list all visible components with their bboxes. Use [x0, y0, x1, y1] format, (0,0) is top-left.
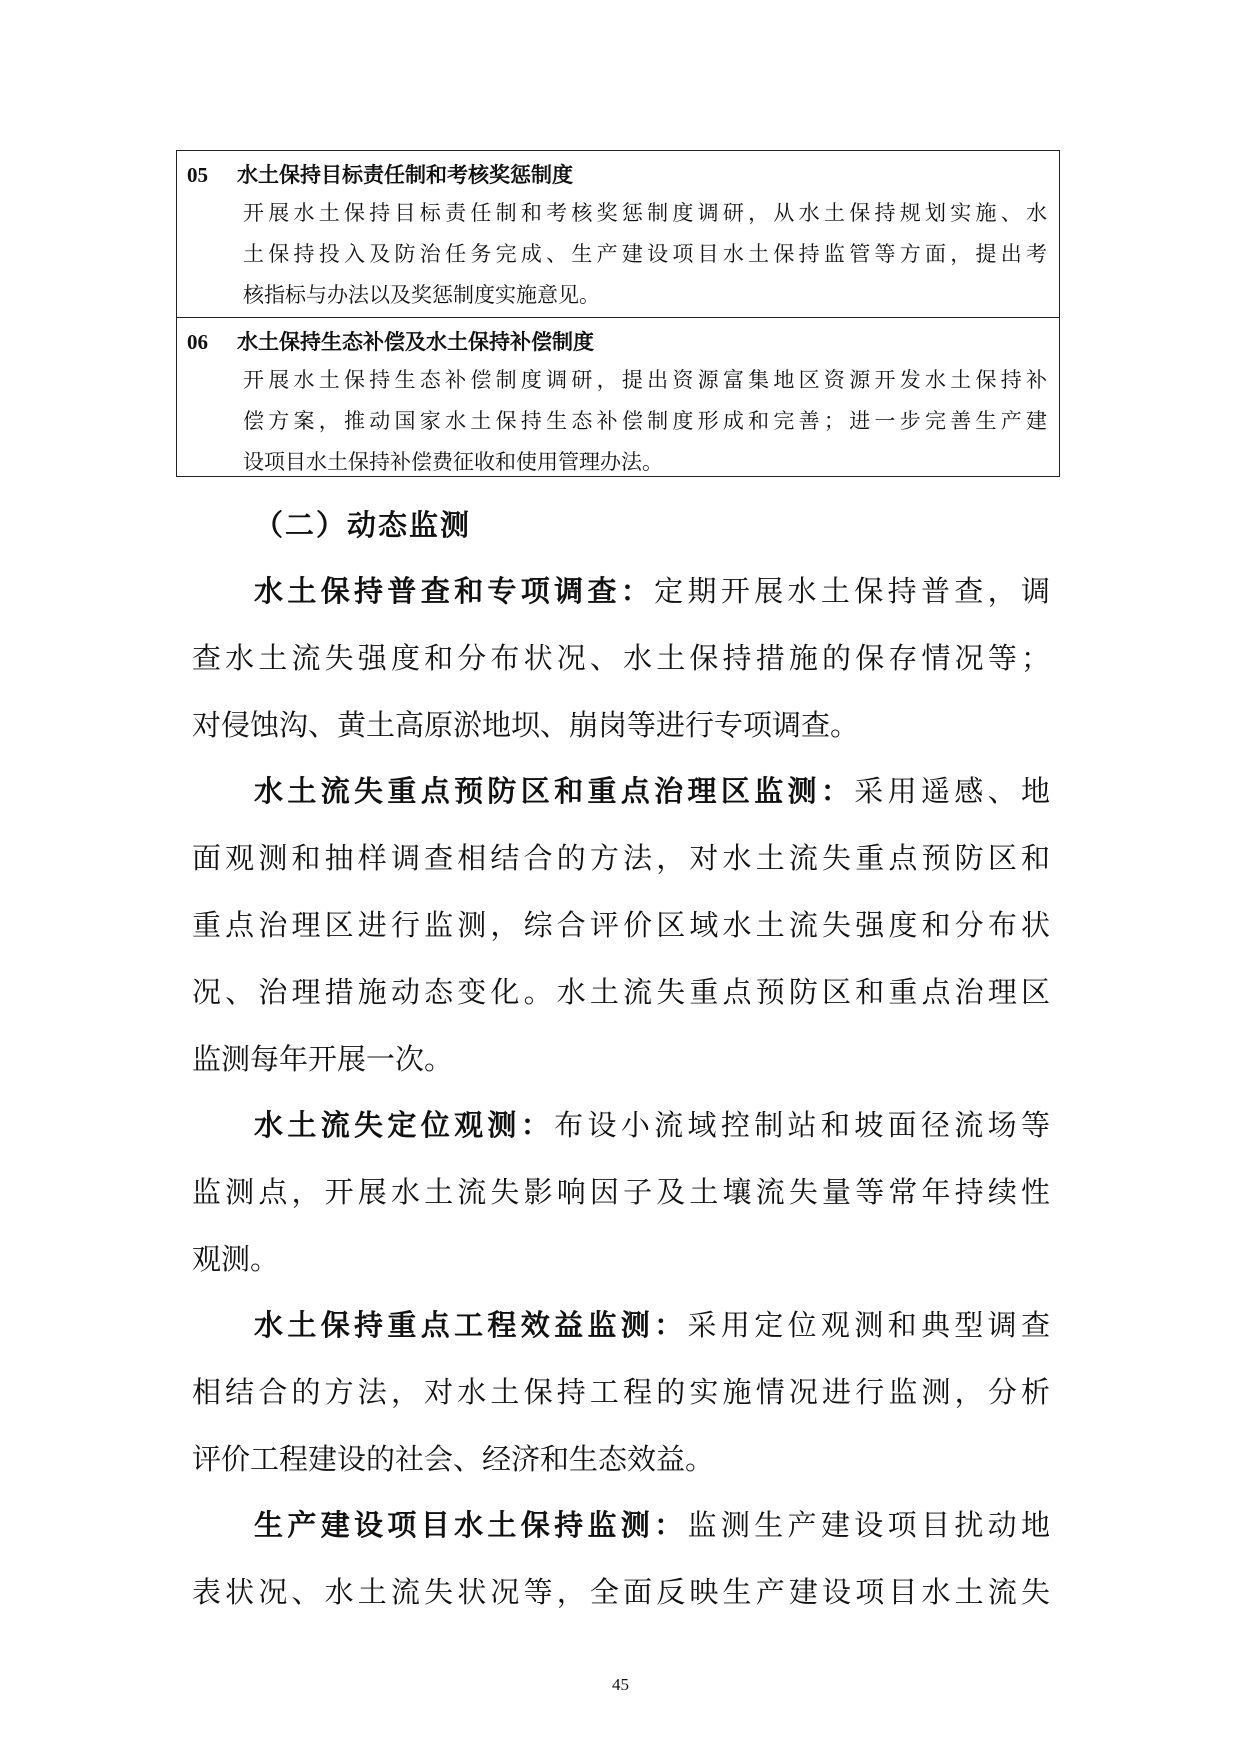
paragraph-line: 重点治理区进行监测，综合评价区域水土流失强度和分布状 — [192, 908, 1050, 942]
paragraph-line: 况、治理措施动态变化。水土流失重点预防区和重点治理区 — [192, 975, 1050, 1009]
paragraph-line: 面观测和抽样调查相结合的方法，对水土流失重点预防区和 — [192, 841, 1050, 875]
paragraph-lead: 生产建设项目水土保持监测： — [254, 1508, 688, 1542]
paragraph-line: 观测。 — [192, 1242, 280, 1276]
page-number: 45 — [612, 1675, 629, 1694]
paragraph-fixed-observation — [192, 1092, 1050, 1293]
paragraph-line: 评价工程建设的社会、经济和生态效益。 — [192, 1442, 715, 1476]
paragraph-text: 采用遥感、地 — [854, 774, 1050, 808]
row-description — [243, 193, 1047, 316]
paragraph-lead: 水土流失重点预防区和重点治理区监测： — [254, 774, 855, 808]
paragraph-first-line — [192, 558, 1050, 625]
row-title: 水土保持目标责任制和考核奖惩制度 — [237, 162, 573, 187]
row-number: 05 — [187, 163, 208, 187]
paragraph-lead: 水土保持普查和专项调查： — [254, 574, 655, 608]
paragraph-line: 监测每年开展一次。 — [192, 1042, 454, 1076]
paragraph-first-line — [192, 1292, 1050, 1359]
description-line: 开展水土保持目标责任制和考核奖惩制度调研，从水土保持规划实施、水 — [243, 201, 1047, 225]
paragraph-line: 相结合的方法，对水土保持工程的实施情况进行监测，分析 — [192, 1375, 1050, 1409]
paragraph-first-line — [192, 1492, 1050, 1559]
row-title: 水土保持生态补偿及水土保持补偿制度 — [237, 329, 594, 354]
section-heading: （二）动态监测 — [254, 508, 472, 542]
paragraph-text: 布设小流域控制站和坡面径流场等 — [554, 1108, 1050, 1142]
description-line: 偿方案，推动国家水土保持生态补偿制度形成和完善；进一步完善生产建 — [243, 409, 1047, 433]
paragraph-text: 采用定位观测和典型调查 — [687, 1308, 1050, 1342]
paragraph-line: 对侵蚀沟、黄土高原淤地坝、崩岗等进行专项调查。 — [192, 708, 860, 742]
paragraph-survey — [192, 558, 1050, 759]
paragraph-benefit-monitoring — [192, 1292, 1050, 1493]
paragraph-lead: 水土保持重点工程效益监测： — [254, 1308, 688, 1342]
description-line: 设项目水土保持补偿费征收和使用管理办法。 — [243, 450, 663, 474]
paragraph-line: 监测点，开展水土流失影响因子及土壤流失量等常年持续性 — [192, 1175, 1050, 1209]
description-line: 土保持投入及防治任务完成、生产建设项目水土保持监管等方面，提出考 — [243, 242, 1047, 266]
row-description — [243, 360, 1047, 483]
paragraph-text: 定期开展水土保持普查，调 — [654, 574, 1050, 608]
description-line: 开展水土保持生态补偿制度调研，提出资源富集地区资源开发水土保持补 — [243, 368, 1047, 392]
row-number: 06 — [187, 330, 208, 354]
table-row-06 — [176, 317, 1060, 477]
paragraph-first-line — [192, 1092, 1050, 1159]
paragraph-key-area-monitoring — [192, 758, 1050, 1093]
table-row-header — [187, 326, 594, 356]
paragraph-line: 表状况、水土流失状况等，全面反映生产建设项目水土流失 — [192, 1575, 1050, 1609]
paragraph-first-line — [192, 758, 1050, 825]
paragraph-lead: 水土流失定位观测： — [254, 1108, 555, 1142]
paragraph-project-monitoring — [192, 1492, 1050, 1626]
table-row-05 — [176, 150, 1060, 318]
description-line: 核指标与办法以及奖惩制度实施意见。 — [243, 283, 600, 307]
paragraph-line: 查水土流失强度和分布状况、水土保持措施的保存情况等； — [192, 641, 1050, 675]
table-row-header — [187, 159, 573, 189]
paragraph-text: 监测生产建设项目扰动地 — [687, 1508, 1050, 1542]
